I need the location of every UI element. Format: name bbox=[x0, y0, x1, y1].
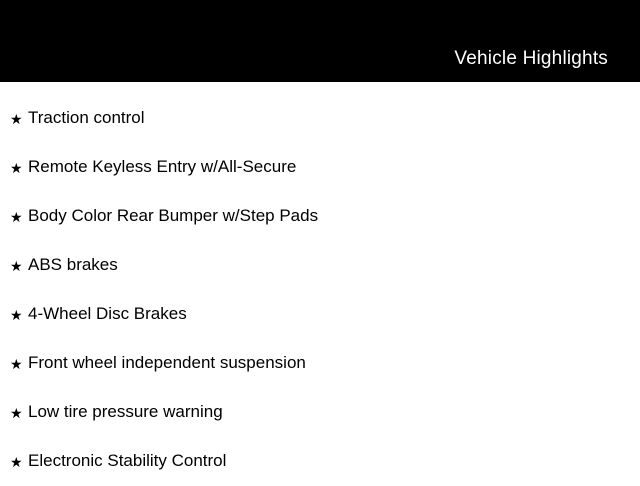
list-item-label: Electronic Stability Control bbox=[28, 451, 227, 471]
list-item-label: Body Color Rear Bumper w/Step Pads bbox=[28, 206, 319, 226]
list-item-label: Low tire pressure warning bbox=[28, 402, 223, 422]
list-item-label: Traction control bbox=[28, 108, 145, 128]
list-item-label: Front wheel independent suspension bbox=[28, 353, 306, 373]
list-item bbox=[0, 192, 640, 241]
list-item-label: ABS brakes bbox=[28, 255, 118, 275]
star-icon: ★ bbox=[10, 257, 23, 274]
star-icon: ★ bbox=[10, 110, 23, 127]
star-icon: ★ bbox=[10, 159, 23, 176]
vehicle-highlights-list bbox=[0, 82, 640, 486]
list-item bbox=[0, 290, 640, 339]
list-item bbox=[0, 388, 640, 437]
list-item-label: 4-Wheel Disc Brakes bbox=[28, 304, 187, 324]
star-icon: ★ bbox=[10, 355, 23, 372]
list-item bbox=[0, 339, 640, 388]
list-item bbox=[0, 94, 640, 143]
list-item bbox=[0, 437, 640, 486]
star-icon: ★ bbox=[10, 306, 23, 323]
star-icon: ★ bbox=[10, 453, 23, 470]
list-item bbox=[0, 143, 640, 192]
list-item bbox=[0, 241, 640, 290]
star-icon: ★ bbox=[10, 208, 23, 225]
list-item-label: Remote Keyless Entry w/All-Secure bbox=[28, 157, 297, 177]
star-icon: ★ bbox=[10, 404, 23, 421]
page-title: Vehicle Highlights bbox=[454, 48, 608, 69]
header-bar bbox=[0, 0, 640, 82]
